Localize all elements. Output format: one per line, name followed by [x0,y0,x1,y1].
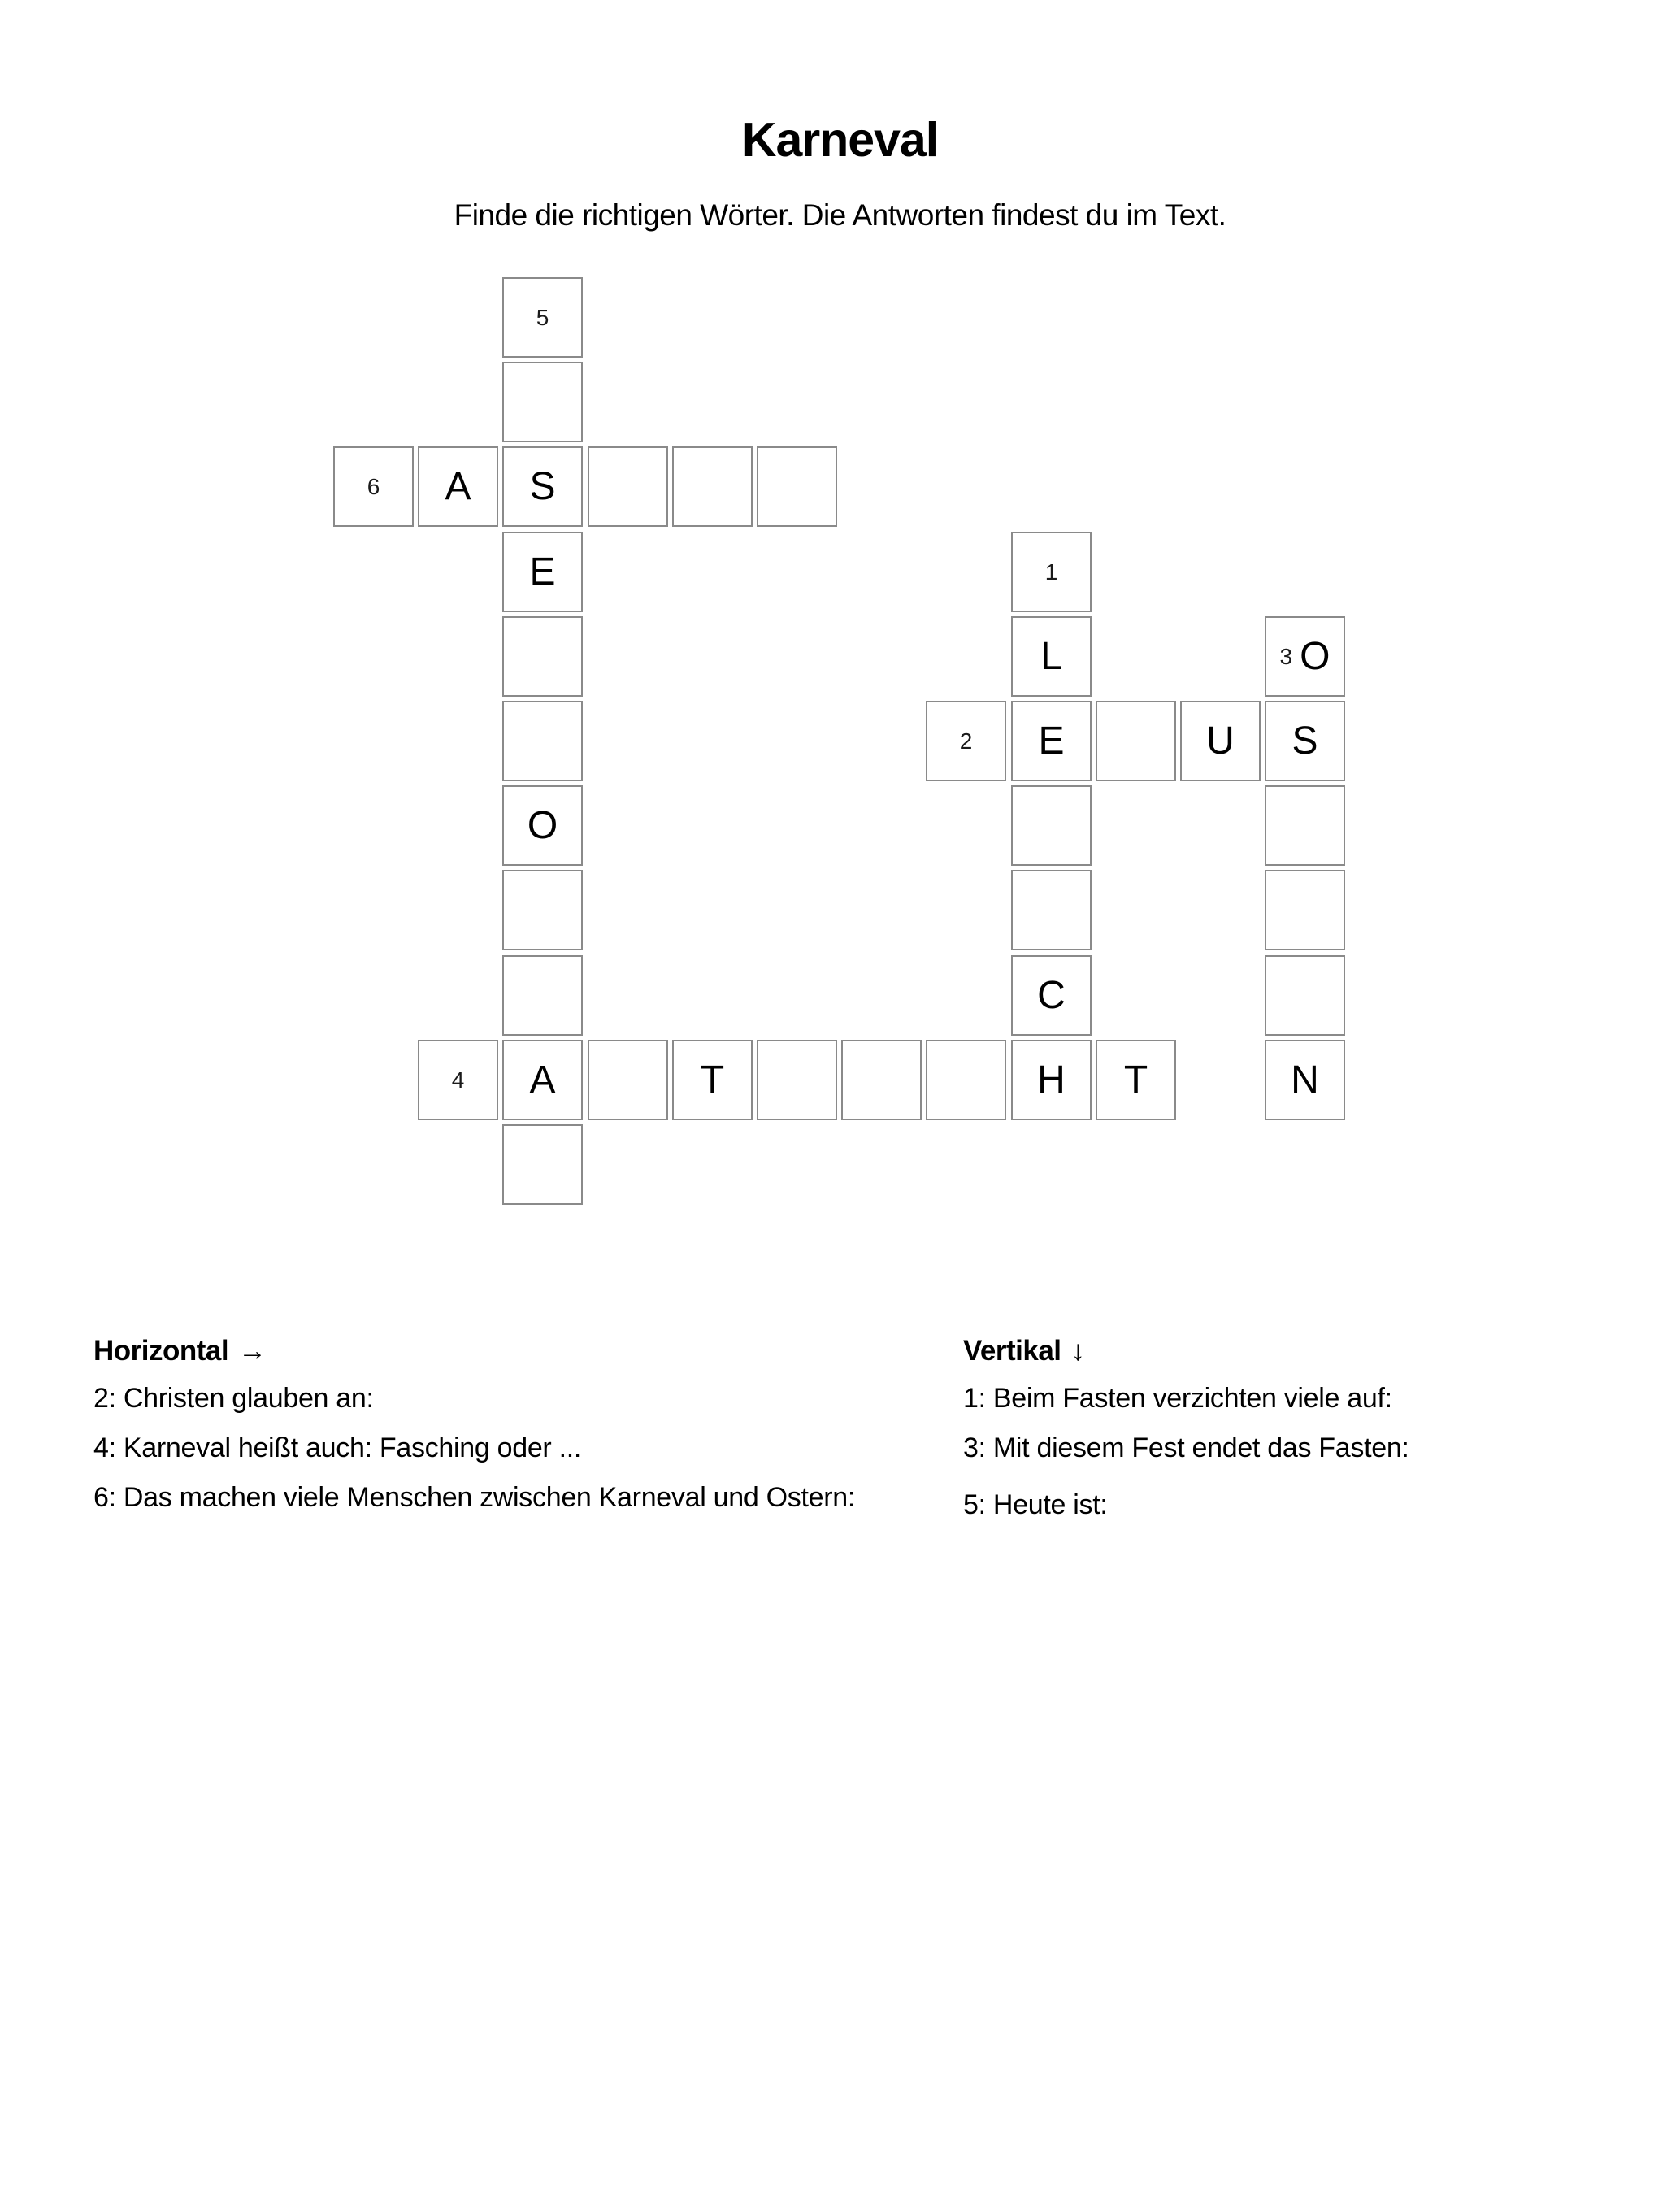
grid-cell-r8c2 [502,955,583,1036]
cell-number: 3 [1279,643,1293,669]
grid-cell-r4c11 [1265,616,1345,697]
clue-horizontal-4: 4: Karneval heißt auch: Fasching oder ... [93,1432,582,1463]
cell-number: 5 [536,304,549,330]
clue-vertical-1: 1: Beim Fasten verzichten viele auf: [963,1383,1392,1414]
grid-cell-r2c1 [418,446,498,527]
grid-cell-r8c11 [1265,955,1345,1036]
grid-cell-r2c5 [757,446,837,527]
cell-letter: S [1291,719,1318,763]
grid-cell-r5c7 [926,701,1006,781]
grid-cell-r8c8 [1011,955,1092,1036]
grid-cell-r9c2 [502,1040,583,1120]
grid-cell-r6c8 [1011,785,1092,866]
grid-cell-r9c5 [757,1040,837,1120]
cell-letter: L [1040,634,1062,678]
grid-cell-r9c3 [588,1040,668,1120]
cell-letter: N [1291,1058,1319,1102]
right-arrow-icon: → [238,1335,267,1367]
cell-number: 6 [367,473,380,499]
cell-letter: U [1206,719,1235,763]
grid-cell-r9c9 [1096,1040,1176,1120]
grid-cell-r5c10 [1180,701,1261,781]
cell-letter: A [529,1058,556,1102]
clue-vertical-3: 3: Mit diesem Fest endet das Fasten: [963,1432,1409,1463]
grid-cell-r2c4 [672,446,753,527]
vertical-clues-section [963,1335,1638,1536]
grid-cell-r3c2 [502,532,583,612]
grid-cell-r4c2 [502,616,583,697]
horizontal-clues-section [93,1335,894,1529]
grid-cell-r5c2 [502,701,583,781]
clue-horizontal-2: 2: Christen glauben an: [93,1383,374,1414]
cell-number: 4 [451,1067,465,1093]
grid-cell-r7c8 [1011,870,1092,950]
cell-letter: H [1037,1058,1066,1102]
grid-cell-r7c2 [502,870,583,950]
grid-cell-r10c2 [502,1124,583,1205]
grid-cell-r4c8 [1011,616,1092,697]
down-arrow-icon: ↓ [1070,1335,1085,1367]
clue-vertical-5: 5: Heute ist: [963,1489,1108,1520]
cell-letter: C [1037,973,1066,1017]
vertical-clues-heading [963,1335,1638,1367]
grid-cell-r3c8 [1011,532,1092,612]
grid-cell-r7c11 [1265,870,1345,950]
cell-letter: A [445,464,471,508]
grid-cell-r9c7 [926,1040,1006,1120]
grid-cell-r6c2 [502,785,583,866]
cell-letter: O [1300,634,1331,678]
cell-letter: E [1038,719,1065,763]
cell-number: 2 [959,728,973,754]
vertical-clue-list [963,1380,1638,1523]
page-title: Karneval [741,113,939,167]
horizontal-clues-heading [93,1335,894,1367]
grid-cell-r2c2 [502,446,583,527]
grid-cell-r9c1 [418,1040,498,1120]
grid-cell-r9c11 [1265,1040,1345,1120]
grid-cell-r2c3 [588,446,668,527]
grid-cell-r2c0 [333,446,414,527]
grid-cell-r9c8 [1011,1040,1092,1120]
cell-letter: O [527,803,558,847]
cell-letter: S [529,464,556,508]
horizontal-clues-heading-label: Horizontal [93,1335,229,1367]
cell-letter: E [529,550,556,593]
grid-cell-r9c6 [841,1040,922,1120]
horizontal-clue-list [93,1380,894,1516]
cell-letter: T [700,1058,725,1102]
grid-cell-r5c8 [1011,701,1092,781]
cell-letter: T [1123,1058,1148,1102]
grid-cell-r5c9 [1096,701,1176,781]
grid-cell-r0c2 [502,277,583,358]
grid-cell-r5c11 [1265,701,1345,781]
grid-cell-r6c11 [1265,785,1345,866]
grid-cell-r9c4 [672,1040,753,1120]
page-subtitle: Finde die richtigen Wörter. Die Antworten findest du im Text. [454,198,1226,232]
vertical-clues-heading-label: Vertikal [963,1335,1061,1367]
clue-horizontal-6: 6: Das machen viele Menschen zwischen Karneval und Ostern: [93,1482,855,1513]
grid-cell-r1c2 [502,362,583,442]
cell-number: 1 [1044,559,1058,585]
